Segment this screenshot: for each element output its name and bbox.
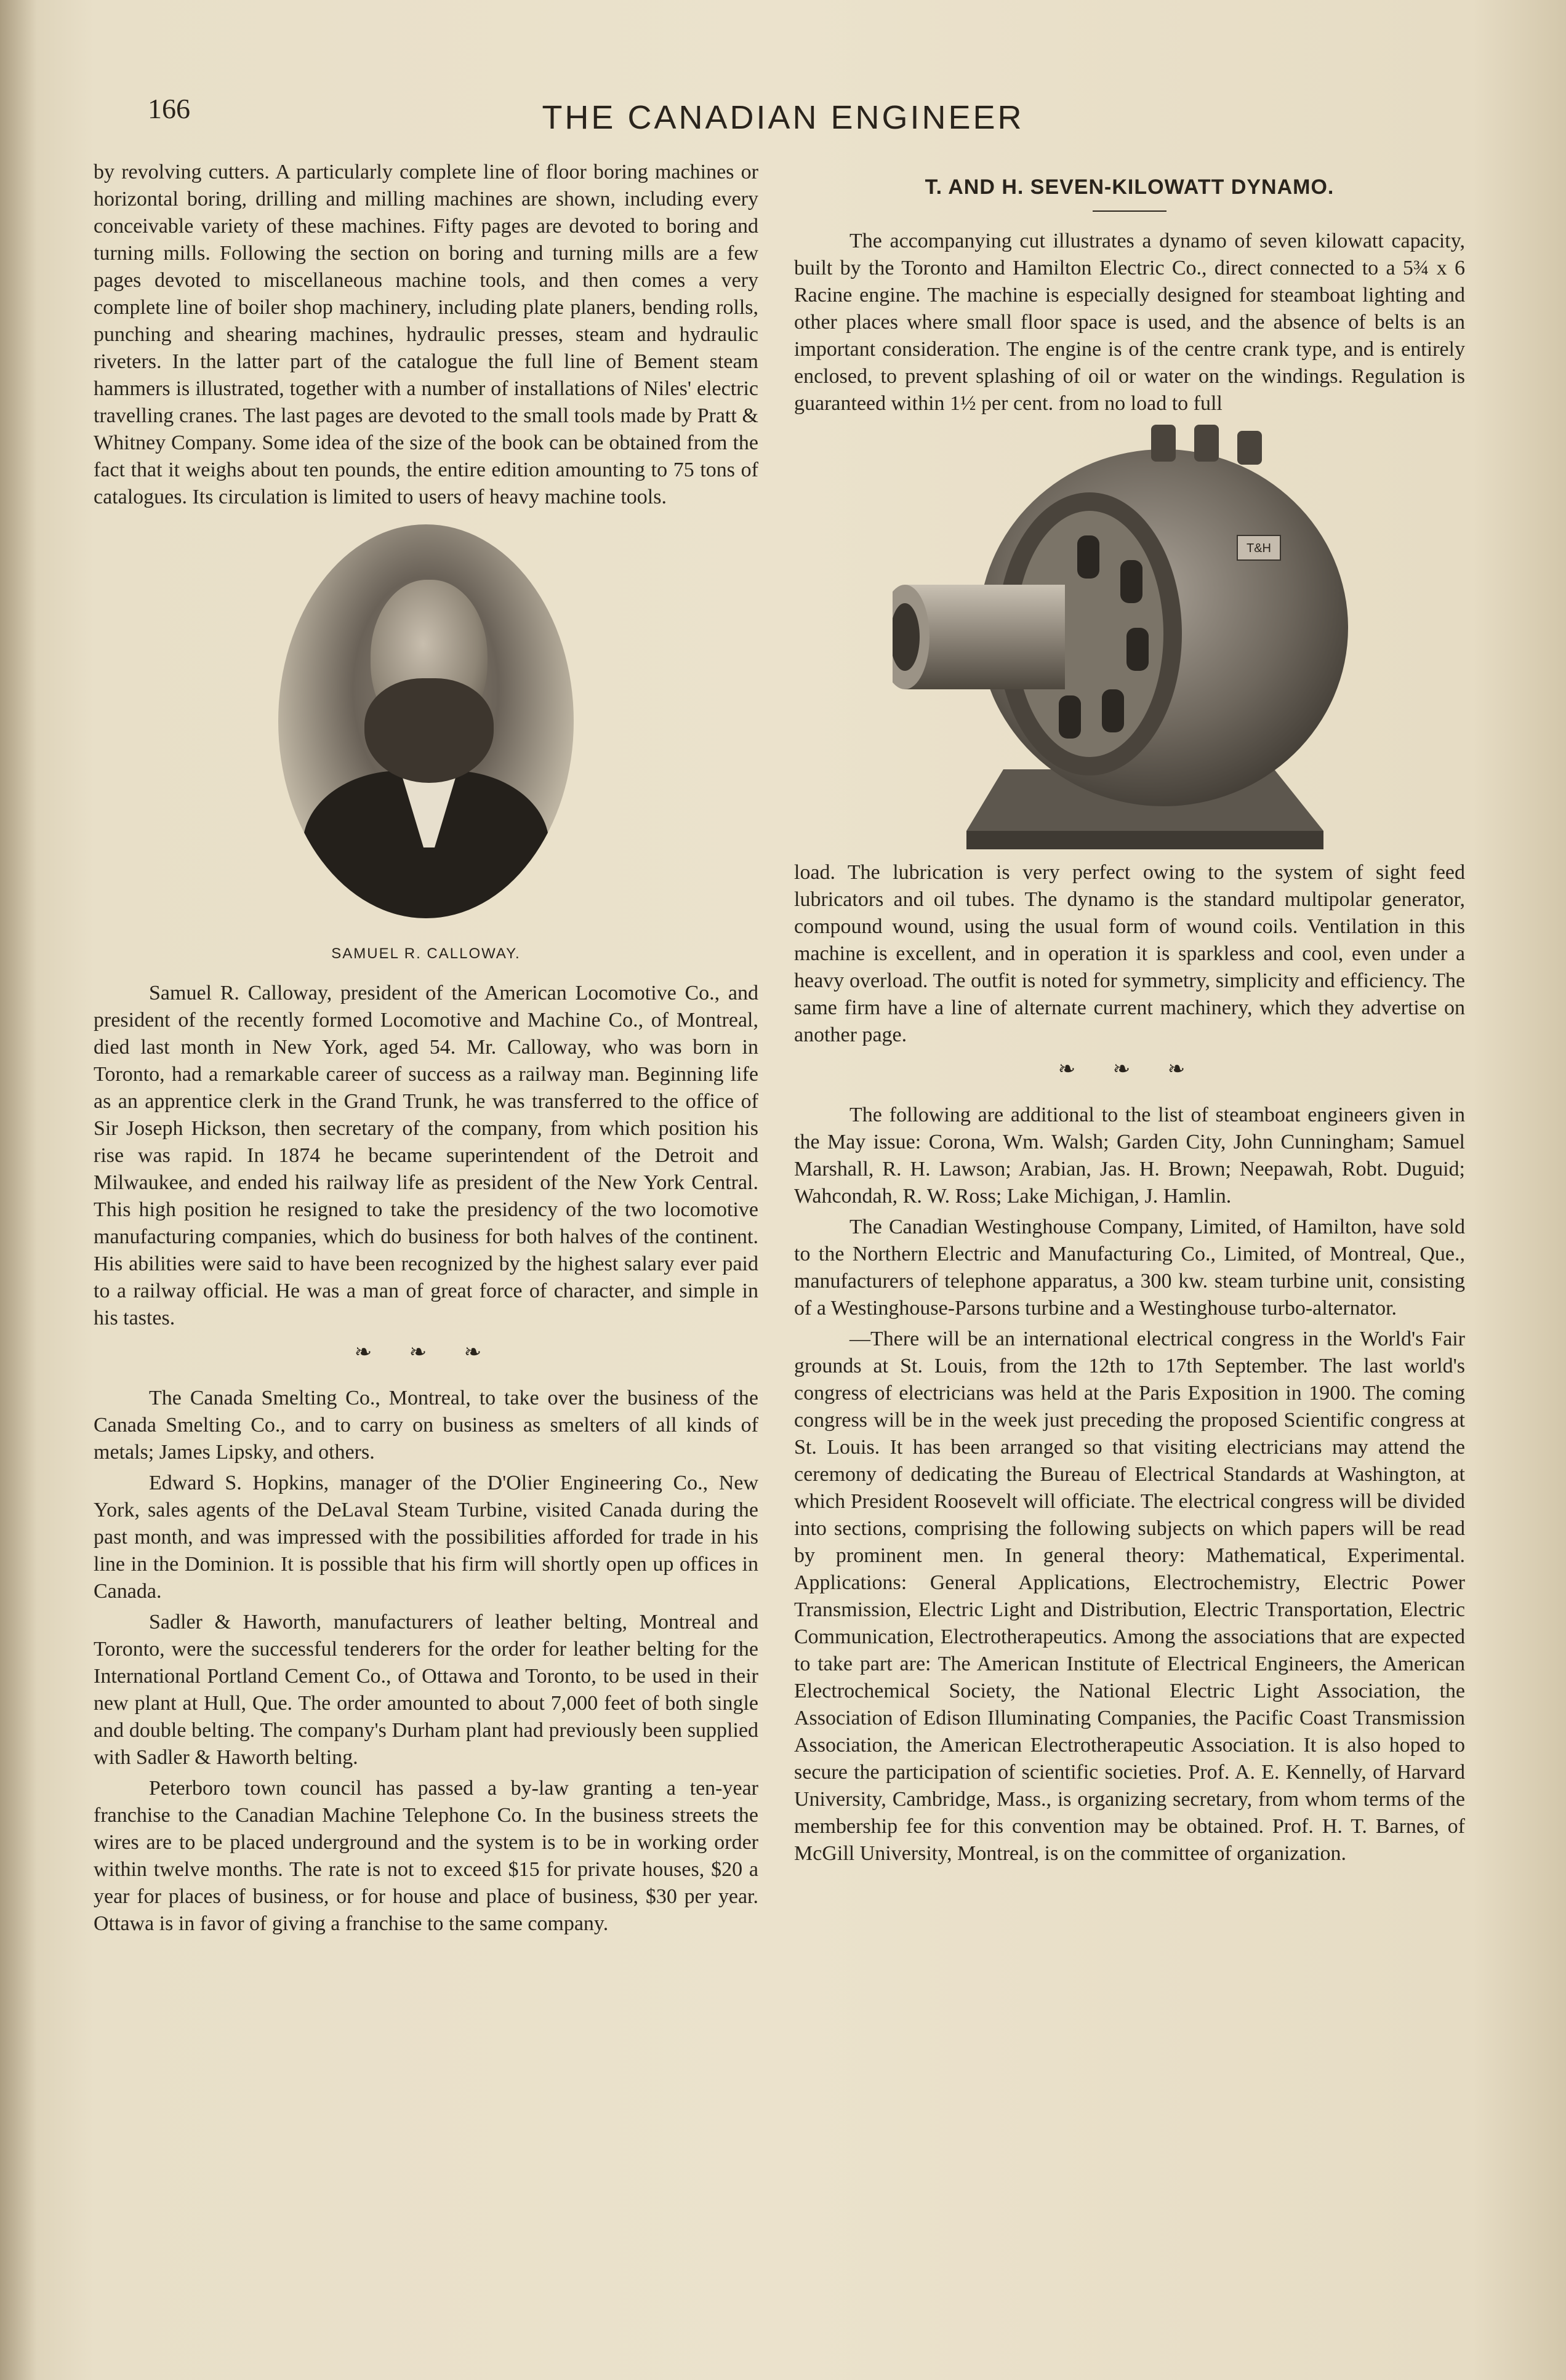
right-column [794,174,1465,1871]
dynamo-pulley [893,585,1065,689]
electrical-congress-paragraph: —There will be an international electrical congress in the World's Fair grounds at St. Louis, from the 12th to 17th September. The last world's congress of electricians was held at the Paris Exposition in 1900. The coming congress will be in the week just preceding the proposed Scientific congress at St. Louis. It has been arranged so that visiting electricians may attend the ceremony of dedicating the Bureau of Electrical Standards at Washington, at which President Roosevelt will officiate. The electrical congress will be divided into sections, comprising the following subjects on which papers will be read by prominent men. In general theory: Mathematical, Experimental. Applications: General Applications, Electrochemistry, Electric Power Transmission, Electric Light and Distribution, Electric Transportation, Electric Communication, Electrotherapeutics. Among the associations that are expected to take part are: The American Institute of Electrical Engineers, the American Electrochemical Society, the National Electric Light Association, the Association of Edison Illuminating Companies, the Pacific Coast Transmission Association, the American Electrotherapeutic Association. It is also hoped to secure the participation of scientific societies. Prof. A. E. Kennelly, of Harvard University, Cambridge, Mass., is organizing secretary, from whom terms of the membership fee for this convention may be obtained. Prof. H. T. Barnes, of McGill University, Montreal, is on the committee of organization. [794,1328,1465,1865]
left-column [94,159,758,1941]
westinghouse-paragraph: The Canadian Westinghouse Company, Limited, of Hamilton, have sold to the Northern Electric and Manufacturing Co., Limited, of Montreal, Que., manufacturers of telephone apparatus, a 300 kw. steam turbine unit, consisting of a Westinghouse-Parsons turbine and a Westinghouse turbo-alternator. [794,1216,1465,1320]
section-ornament-right: ❧ ❧ ❧ [1058,1058,1202,1081]
portrait-beard [364,678,494,783]
peterboro-paragraph: Peterboro town council has passed a by-law granting a ten-year franchise to the Canadian Machine Telephone Co. In the business streets the wires are to be placed underground and the system is to be in working order within twelve months. The rate is not to exceed $15 for private houses, $20 a year for places of business, or for house and place of business, $30 per year. Ottawa is in favor of giving a franchise to the same company. [94,1777,758,1935]
catalogue-paragraph: by revolving cutters. A particularly complete line of floor boring machines or horizontal boring, drilling and milling machines are shown, including every conceivable variety of these machines. Fifty pages are devoted to boring and turning mills. Following the section on boring and turning mills are a few pages devoted to miscellaneous machine tools, and then comes a very complete line of boiler shop machinery, including plate planers, bending rolls, punching and shearing machines, hydraulic presses, steam and hydraulic riveters. In the latter part of the catalogue the full line of Bement steam hammers is illustrated, together with a number of installations of Niles' electric travelling cranes. The last pages are devoted to the small tools made by Pratt & Whitney Company. Some idea of the size of the book can be obtained from the fact that it weighs about ten pounds, the entire edition amounting to 75 tons of catalogues. Its circulation is limited to users of heavy machine tools. [94,161,758,508]
portrait-caption: SAMUEL R. CALLOWAY. [331,945,521,962]
dynamo-nameplate [1237,535,1280,560]
dynamo-paragraph-1: The accompanying cut illustrates a dynamo of seven kilowatt capacity, built by the Toronto and Hamilton Electric Co., direct connected to a 5¾ x 6 Racine engine. The machine is especially designed for steamboat lighting and other places where small floor space is used, and the absence of belts is an important consideration. The engine is of the centre crank type, and is entirely enclosed, to prevent splashing of oil or water on the windings. Regulation is guaranteed within 1½ per cent. from no load to full [794,230,1465,415]
steamboat-engineers-paragraph: The following are additional to the list of steamboat engineers given in the May issue: Corona, Wm. Walsh; Garden City, John Cunningham; Samuel Marshall, R. H. Lawson; Arabian, Jas. H. Brown; Neepawah, Robt. Duguid; Wahcondah, R. W. Ross; Lake Michigan, J. Hamlin. [794,1104,1465,1208]
dynamo-paragraph-2: load. The lubrication is very perfect owing to the system of sight feed lubricators and oil tubes. The dynamo is the standard multipolar generator, compound wound, using the usual form of wound coils. Ventilation in this machine is excellent, and in operation it is sparkless and cool, even under a heavy overload. The outfit is noted for symmetry, simplicity and efficiency. The same firm have a line of alternate current machinery, which they advertise on another page. [794,861,1465,1046]
dynamo-illustration [893,425,1373,855]
heading-rule [1093,210,1166,212]
journal-title: THE CANADIAN ENGINEER [542,99,1024,136]
dynamo-figure [794,425,1465,855]
page-number: 166 [148,93,190,124]
calloway-portrait [278,524,574,918]
binding-shadow [0,0,37,2380]
dynamo-terminals [1151,425,1262,465]
dynamo-heading: T. AND H. SEVEN-KILOWATT DYNAMO. [925,175,1335,199]
nameplate-text: T&H [1247,542,1271,555]
hopkins-paragraph: Edward S. Hopkins, manager of the D'Olier Engineering Co., New York, sales agents of the DeLaval Steam Turbine, visited Canada during the past month, and was impressed with the possibilities afforded for trade in his line in the Dominion. It is possible that his firm will shortly open up offices in Canada. [94,1472,758,1603]
section-ornament: ❧ ❧ ❧ [354,1341,498,1364]
portrait-figure [94,524,758,926]
smelting-paragraph: The Canada Smelting Co., Montreal, to take over the business of the Canada Smelting Co., and to carry on business as smelters of all kinds of metals; James Lipsky, and others. [94,1387,758,1464]
calloway-obituary: Samuel R. Calloway, president of the American Locomotive Co., and president of the recently formed Locomotive and Machine Co., of Montreal, died last month in New York, aged 54. Mr. Calloway, who was born in Toronto, had a remarkable career of success as a railway man. Beginning life as an apprentice clerk in the Grand Trunk, he was transferred to the office of Sir Joseph Hickson, then secretary of the company, from which position his rise was rapid. In 1874 he became superintendent of the Detroit and Milwaukee, and ended his railway life as president of the New York Central. This high position he resigned to take the presidency of the two locomotive manufacturing companies, which do business for both halves of the continent. His abilities were said to have been recognized by the highest salary ever paid to a railway official. He was a man of great force of character, and simple in his tastes. [94,982,758,1329]
sadler-haworth-paragraph: Sadler & Haworth, manufacturers of leather belting, Montreal and Toronto, were the successful tenderers for the order for leather belting for the International Portland Cement Co., of Ottawa and Toronto, to be used in their new plant at Hull, Que. The order amounted to about 7,000 feet of both single and double belting. The company's Durham plant had previously been supplied with Sadler & Haworth belting. [94,1611,758,1769]
